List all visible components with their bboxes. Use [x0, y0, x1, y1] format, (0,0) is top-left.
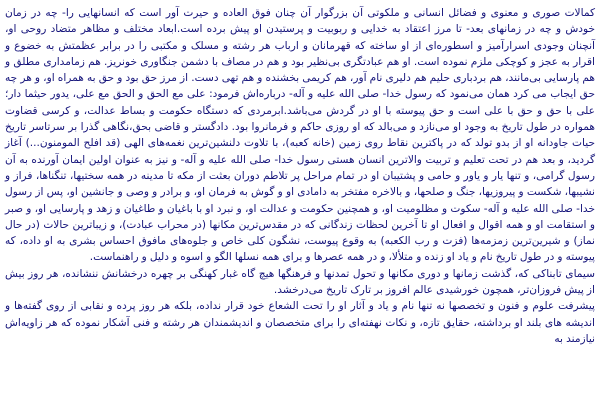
paragraph-2: سیمای تابناکی که، گذشت زمانها و دوری مکانها و تحول تمدنها و فرهنگها هیچ گاه غبار کهنگی بر چهره درخشانش ننشانده، هر روز بیش از پیش فروزان‌تر، همچون خورشیدی عالم افروز بر تارک تاریخ می‌درخشد. [5, 267, 595, 297]
paragraph-1: کمالات صوری و معنوی و فضائل انسانی و ملکوتی آن بزرگوار آن چنان فوق العاده و حیرت آور است که انسانهایی را- چه در زمان خودش و چه در زمانهای بعد- تا مرز اعتقاد به خدایی و ربوبیت و پرستیدن او پیش برده است.ابعاد مختلف و مظاهر متضاد روحی او، آنچنان وجودی اسرارآمیز و اسطوره‌ای از او ساخته که قهرمانان و ارباب هر رشته و مسلک و مکتبی را در برابر عظمتش به خضوع و اقرار به عجز و کوچکی ملزم نموده است. او هم عبادتگری بی‌نظیر بود و هم در مصاف با دشمن جنگاوری خونریز. هم زمامداری مطلق و هم پارسایی بی‌مانند، هم بردباری حلیم هم دلیری نام آور، هم کریمی بخشنده و هم تهی دست. از مرز حق بود و حق به همراه او، و هر چه حق ایجاب می کرد همان می‌نمود که رسول خدا- صلی الله علیه و آله- درباره‌اش فرمود: علی مع الحق و الحق مع علی، یدور حیثما دار؛ علی با حق و حق با علی است و حق پیوسته با او در گردش می‌باشد.ابرمردی که دستگاه حکومت و بساط عدالت، و کرسی قضاوت همواره در طول تاریخ به وجود او می‌نازد و می‌بالد که او روزی حاکم و فرمانروا بود. دادگستر و قاضی بحق،نگاهی گذرا بر سرتاسر تاریخ حیات جاودانه او از بدو تولد که در پاکترین نقاط روی زمین (خانه کعبه)، با تلاوت دلنشین‌ترین نغمه‌های الهی (قد افلح المومنون...) آغاز گردید، و بعد هم در تحت تعلیم و تربیت والاترین انسان هستی رسول خدا- صلی الله علیه و آله- و نیز به عنوان اولین ایمان آورنده به آن رسول گرامی، و تنها یار و یاور و حامی و پشتیبان او در تمام مراحل پر تلاطم دوران بعثت از مکه تا مدینه در همه سختیها، تنگناها، فراز و نشیبها، شکست و پیروزیها، جنگ و صلحها، و بالاخره مفتخر به دامادی او و گوش به فرمان او، و برادر و وصی و جانشین او، پس از رسول خدا- صلی الله علیه و آله- سکوت و مظلومیت او، و همچنین حکومت و عدالت او، و نبرد او با باغیان و طاغیان و زهد و پارسایی او، و صبر و استقامت او و همه اقوال و افعال او تا آخرین لحظات زندگانی که در مقدس‌ترین مکانها (در محراب عبادت)، و زیباترین حالات (در حال نماز) و شیرین‌ترین زمزمه‌ها (فزت و رب الکعبه) به وقوع پیوست، نشگون کلی خاص و جلوه‌های مافوق احساس بشری به او داده، که پیوسته و در طول تاریخ نام و یاد او زنده و متلألا، و در همه عصرها و برای همه نسلها الگو و اسوه و دلیل و راهنماست. [5, 7, 595, 264]
paragraph-3: پیشرفت علوم و فنون و تخصصها نه تنها نام و یاد و آثار او را تحت الشعاع خود قرار نداده، بلکه هر روز پرده و نقابی از روی گفته‌ها و اندیشه های بلند او برداشته، حقایق تازه، و نکات نهفته‌ای را برای متخصصان و اندیشمندان هر رشته و فنی آشکار نموده که هر زاویه‌اش نیازمند به [5, 300, 595, 345]
document-body [5, 5, 595, 347]
